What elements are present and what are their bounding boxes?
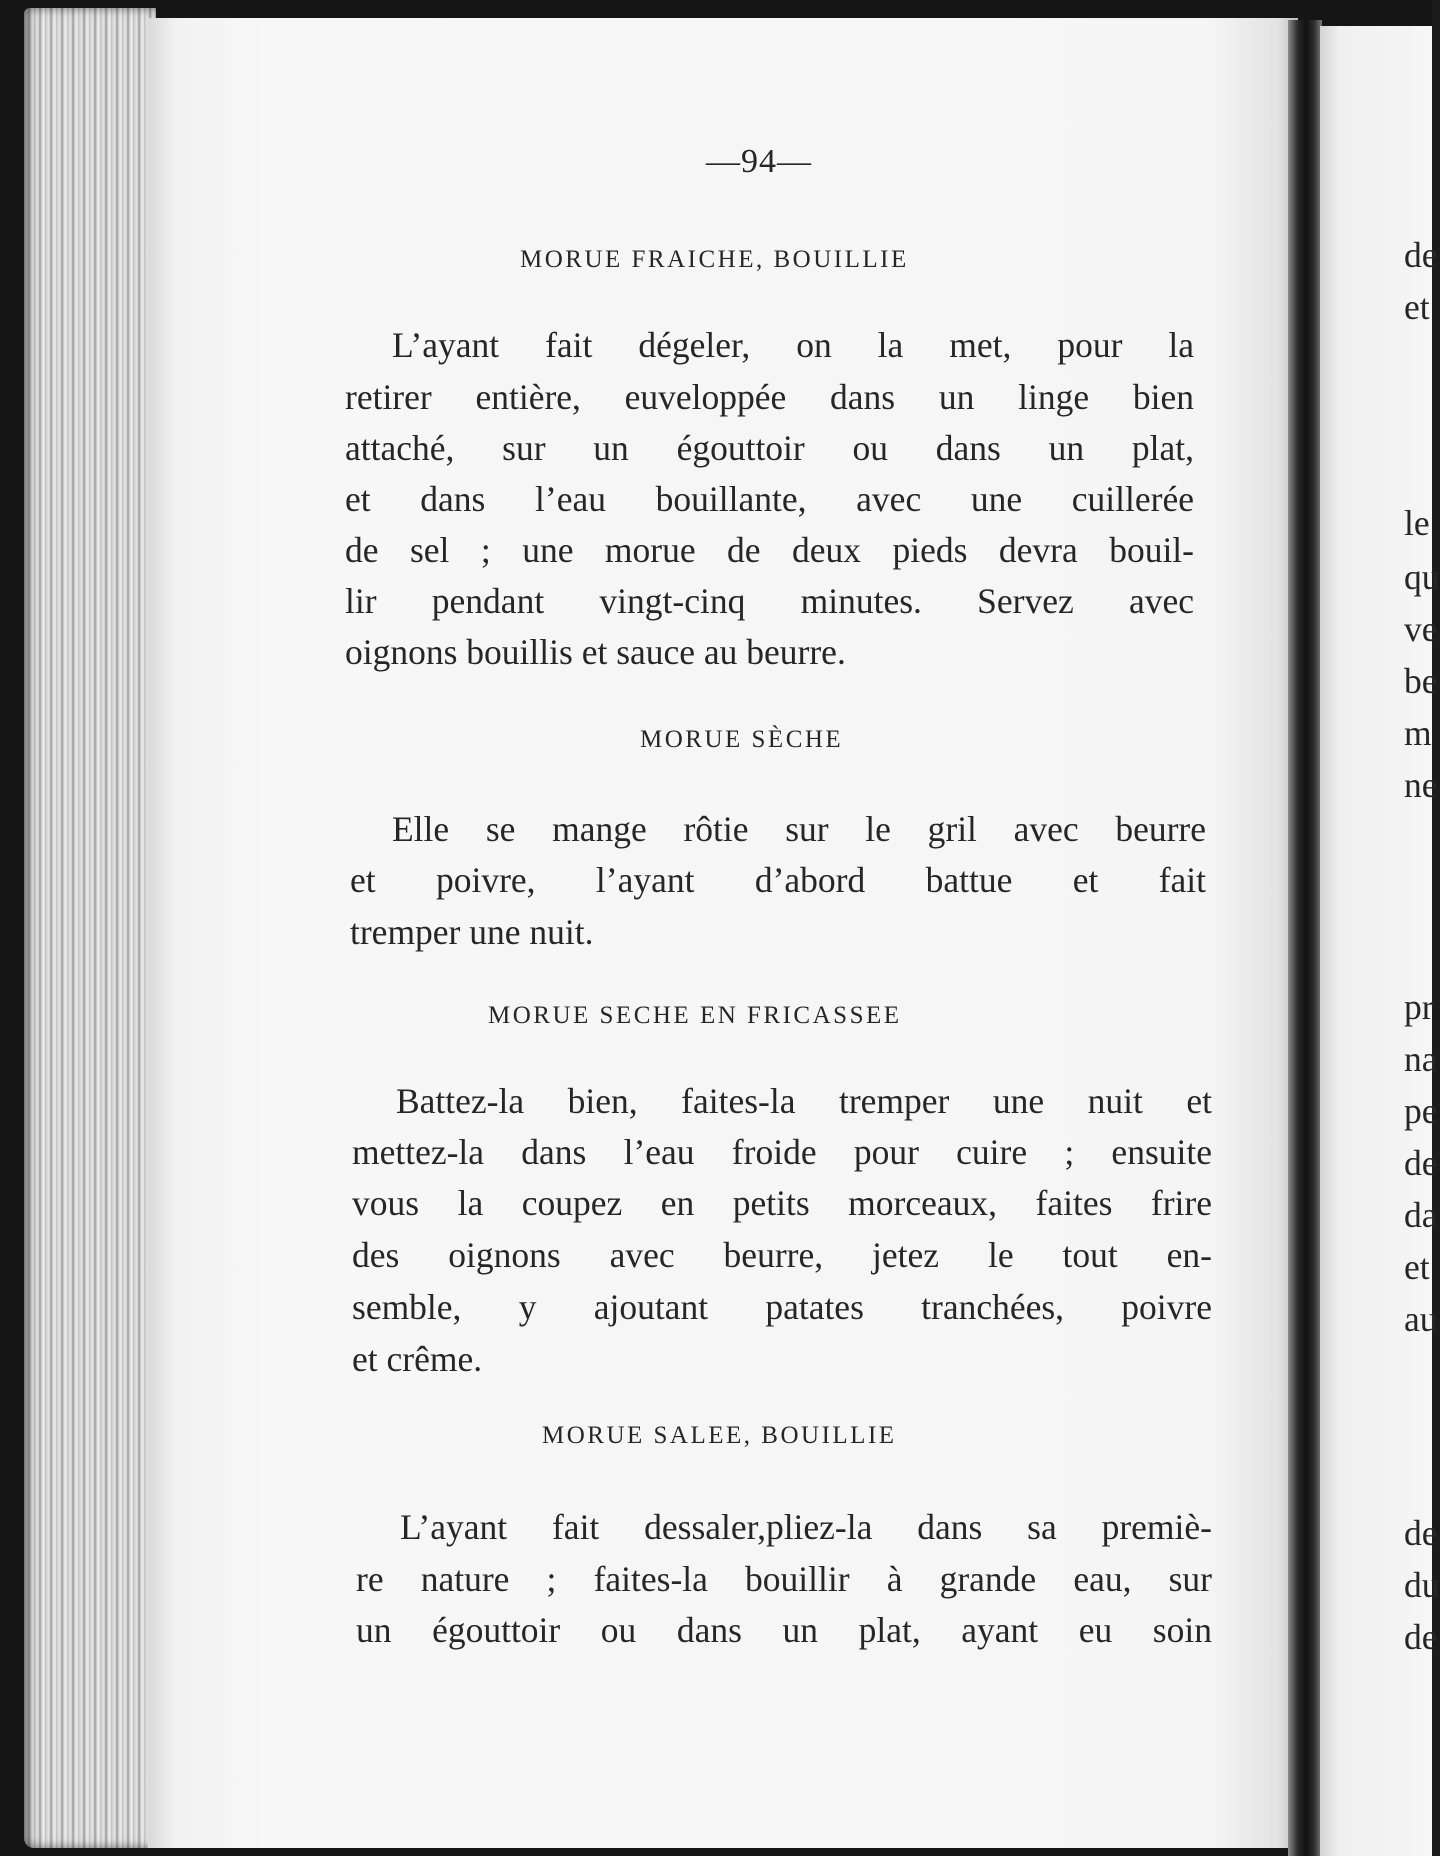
fragment: m [1404, 713, 1432, 753]
page-edges [24, 8, 156, 1848]
fragment: de [1404, 1617, 1438, 1657]
text-line: mettez-la dans l’eau froide pour cuire ; ensuite [352, 1132, 1212, 1172]
text-line: et poivre, l’ayant d’abord battue et fait [350, 860, 1206, 900]
fragment: du [1404, 1565, 1440, 1605]
text-line: des oignons avec beurre, jetez le tout en- [352, 1235, 1212, 1275]
fragment: qu [1404, 557, 1440, 597]
fragment: de [1404, 235, 1438, 275]
text-line: Elle se mange rôtie sur le gril avec beurre [392, 809, 1206, 849]
section-heading: MORUE SECHE EN FRICASSEE [488, 1002, 902, 1029]
fragment: de [1404, 1143, 1438, 1183]
text-line: Battez-la bien, faites-la tremper une nuit et [396, 1081, 1212, 1121]
text-line: oignons bouillis et sauce au beurre. [345, 632, 846, 672]
text-line: et crême. [352, 1339, 483, 1379]
section-heading: MORUE SÈCHE [640, 726, 844, 753]
fragment: et [1404, 287, 1430, 327]
fragment: ne [1404, 765, 1438, 805]
fragment: pr [1404, 987, 1434, 1027]
fragment: de [1404, 1513, 1438, 1553]
text-line: re nature ; faites-la bouillir à grande eau, sur [356, 1559, 1212, 1599]
text-line: semble, y ajoutant patates tranchées, poivre [352, 1287, 1212, 1327]
fragment: le [1404, 503, 1430, 543]
section-heading: MORUE FRAICHE, BOUILLIE [520, 246, 909, 273]
text-line: L’ayant fait dessaler,pliez-la dans sa premiè- [400, 1507, 1212, 1547]
fragment: et [1404, 1247, 1430, 1287]
text-line: tremper une nuit. [350, 912, 594, 952]
page-number: —94— [706, 143, 812, 180]
fragment: pe [1404, 1091, 1438, 1131]
text-line: lir pendant vingt-cinq minutes. Servez avec [345, 581, 1194, 621]
fragment: be [1404, 661, 1438, 701]
text-line: L’ayant fait dégeler, on la met, pour la [392, 325, 1194, 365]
book-gutter [1288, 20, 1322, 1856]
text-line: et dans l’eau bouillante, avec une cuillerée [345, 479, 1194, 519]
section-heading: MORUE SALEE, BOUILLIE [542, 1422, 897, 1449]
fragment: au [1404, 1299, 1438, 1339]
fragment: ve [1404, 609, 1438, 649]
text-line: attaché, sur un égouttoir ou dans un plat, [345, 428, 1194, 468]
text-line: un égouttoir ou dans un plat, ayant eu soin [356, 1610, 1212, 1650]
text-line: de sel ; une morue de deux pieds devra bouil- [345, 530, 1194, 570]
fragment: da [1404, 1195, 1438, 1235]
text-line: vous la coupez en petits morceaux, faites frire [352, 1183, 1212, 1223]
fragment: na [1404, 1039, 1438, 1079]
text-line: retirer entière, euveloppée dans un linge bien [345, 377, 1194, 417]
